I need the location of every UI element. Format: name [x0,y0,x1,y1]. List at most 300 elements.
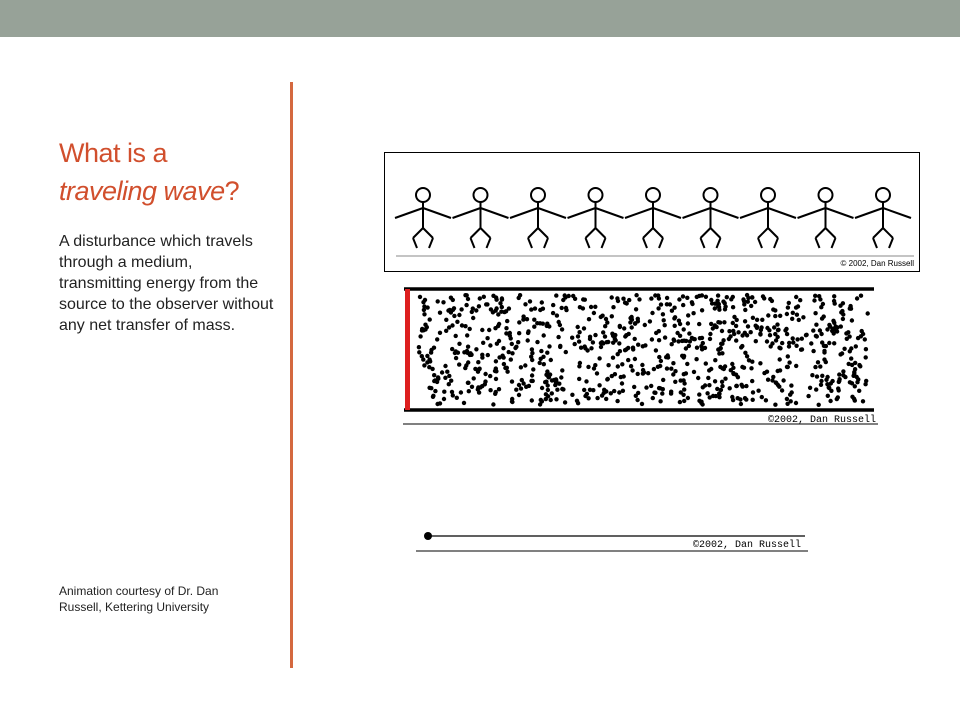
particle [633,357,637,361]
particle [797,318,801,322]
particle [678,400,682,404]
particle [826,394,830,398]
particle [593,305,597,309]
particle [457,342,461,346]
particle [853,384,857,388]
particle [708,332,712,336]
particle [474,347,478,351]
particle [589,346,593,350]
particle [555,313,559,317]
particle [517,331,521,335]
particle [680,339,684,343]
particle [460,323,464,327]
particle [746,300,750,304]
particle [494,295,498,299]
particle [787,360,791,364]
particle [508,333,512,337]
particle [517,393,521,397]
particle [749,366,753,370]
particle [438,401,442,405]
particle [549,398,553,402]
particle [554,293,558,297]
particle [841,369,845,373]
particle [743,308,747,312]
particle [525,317,529,321]
particle [440,370,444,374]
particle [643,343,647,347]
particle [692,370,696,374]
particle [714,394,718,398]
particle [663,335,667,339]
particle [478,296,482,300]
particle [837,379,841,383]
particle [681,303,685,307]
particle [697,399,701,403]
particle [654,331,658,335]
particle [785,397,789,401]
particle [819,383,823,387]
particle [592,366,596,370]
particle [526,331,530,335]
particle [570,393,574,397]
particle [472,376,476,380]
particle [652,367,656,371]
particle [822,357,826,361]
particle [682,372,686,376]
particle [694,357,698,361]
particle [494,369,498,373]
particle [564,308,568,312]
particle [529,355,533,359]
particle [523,302,527,306]
particle [464,303,468,307]
particle [820,374,824,378]
particle [665,296,669,300]
particle [560,327,564,331]
particle [848,380,852,384]
particle [794,344,798,348]
particle [669,391,673,395]
particle [783,328,787,332]
particle [417,345,421,349]
particle [589,305,593,309]
particle [459,307,463,311]
particle [558,344,562,348]
particle [682,354,686,358]
particle [723,304,727,308]
particle [760,395,764,399]
particle [731,371,735,375]
particle [810,373,814,377]
particle [857,363,861,367]
particle [540,386,544,390]
particle [442,397,446,401]
particle [799,348,803,352]
particle [774,380,778,384]
particle [813,294,817,298]
particle [507,350,511,354]
particle [601,341,605,345]
particle [484,302,488,306]
particle [483,372,487,376]
particle [651,396,655,400]
particle [496,324,500,328]
particle [550,391,554,395]
particle [661,378,665,382]
particle [866,311,870,315]
particle [681,378,685,382]
definition-text: A disturbance which travels through a medium, transmitting energy from the source to the observer without any net transfer of mass. [59,233,274,334]
particle [708,395,712,399]
particle [688,339,692,343]
particle [457,362,461,366]
particle [788,393,792,397]
particle [535,340,539,344]
particle [665,302,669,306]
particle [754,339,758,343]
particle [836,386,840,390]
particle [828,399,832,403]
particle [687,344,691,348]
particle [623,348,627,352]
particle [728,386,732,390]
particle [444,329,448,333]
particle [723,377,727,381]
particle [564,350,568,354]
particle [482,295,486,299]
particle [640,363,644,367]
particle [772,325,776,329]
particle [517,383,521,387]
particle [847,362,851,366]
particle [765,339,769,343]
particle [720,384,724,388]
particle [627,332,631,336]
particle [620,362,624,366]
particle [794,305,798,309]
particle [435,380,439,384]
particle [682,387,686,391]
particle [859,294,863,298]
particle [700,308,704,312]
particle [644,385,648,389]
particle [595,396,599,400]
particle [739,402,743,406]
particles-copyright: ©2002, Dan Russell [767,415,876,426]
particle [670,342,674,346]
particle [611,305,615,309]
particle [749,304,753,308]
particle [469,353,473,357]
particle [603,334,607,338]
particle [452,314,456,318]
particle [470,385,474,389]
particle [760,318,764,322]
particle [786,354,790,358]
particle [755,318,759,322]
particle [864,355,868,359]
particle [657,338,661,342]
particle [563,400,567,404]
particle [844,331,848,335]
particle [573,297,577,301]
particle [686,313,690,317]
particle [567,294,571,298]
particle [615,399,619,403]
particle [491,402,495,406]
particle [498,301,502,305]
particle [650,311,654,315]
particle [494,377,498,381]
particle [682,327,686,331]
particle [592,311,596,315]
particle [504,326,508,330]
particle [513,346,517,350]
particle [841,301,845,305]
particle [480,328,484,332]
particle [633,337,637,341]
particle [646,371,650,375]
particle [773,314,777,318]
particle [505,319,509,323]
particle [547,344,551,348]
particle [750,295,754,299]
particle [691,337,695,341]
particle [610,314,614,318]
particle [703,383,707,387]
particle [709,367,713,371]
particle [804,333,808,337]
particle [442,390,446,394]
particle [629,364,633,368]
particle [604,397,608,401]
particle [465,333,469,337]
particle [814,323,818,327]
particle [606,363,610,367]
particle [465,349,469,353]
particle [673,380,677,384]
particle [731,366,735,370]
particle [768,297,772,301]
particle [488,343,492,347]
particle [466,345,470,349]
particle [546,388,550,392]
particle [660,391,664,395]
particle [609,391,613,395]
particle [542,333,546,337]
particle [860,329,864,333]
particle [863,337,867,341]
particle [656,306,660,310]
particle [577,330,581,334]
particle [483,379,487,383]
particle [636,317,640,321]
particle [581,297,585,301]
particle [819,305,823,309]
particle [488,374,492,378]
particle [620,381,624,385]
particle [673,315,677,319]
particle [554,397,558,401]
particle [497,339,501,343]
particle [731,398,735,402]
particle [500,305,504,309]
particle [576,334,580,338]
particle [474,308,478,312]
particle [613,372,617,376]
particle [636,372,640,376]
particle [532,318,536,322]
particle [577,339,581,343]
particle [813,311,817,315]
particle [591,340,595,344]
particle [510,397,514,401]
particle [476,387,480,391]
particle [818,297,822,301]
particle [509,357,513,361]
particle [489,307,493,311]
particle [657,355,661,359]
particle [523,363,527,367]
particle [673,324,677,328]
particle [705,391,709,395]
animation-credit: Animation courtesy of Dr. Dan Russell, Kettering University [59,584,219,614]
particle [800,337,804,341]
particle [578,305,582,309]
particle [706,376,710,380]
particle [650,337,654,341]
particle [541,307,545,311]
particle [538,361,542,365]
particle [586,396,590,400]
particle [736,375,740,379]
particle [758,361,762,365]
particle [530,398,534,402]
particle [695,295,699,299]
title-emphasis: traveling wave [59,176,225,206]
particle [718,320,722,324]
particle [450,347,454,351]
particle-group [417,293,870,407]
particle [578,361,582,365]
particle [493,309,497,313]
particle [551,303,555,307]
particle [743,331,747,335]
particle [731,321,735,325]
particle [841,373,845,377]
particle [687,331,691,335]
particle [853,361,857,365]
particle [425,354,429,358]
particle [421,357,425,361]
particle [466,360,470,364]
particle [824,378,828,382]
particle [597,356,601,360]
particle [502,362,506,366]
particle [616,352,620,356]
particle [662,318,666,322]
particle [648,319,652,323]
particle [649,384,653,388]
particle [438,311,442,315]
particle [695,346,699,350]
particle [780,388,784,392]
particle [617,390,621,394]
particle [743,396,747,400]
particle [529,307,533,311]
particle [528,299,532,303]
particle [700,336,704,340]
particle [751,316,755,320]
title-line1: What is a [59,138,168,168]
particle [546,383,550,387]
particle [853,367,857,371]
particle [544,380,548,384]
particle [815,374,819,378]
particle [686,321,690,325]
particle [735,318,739,322]
particle [837,372,841,376]
stick-people-animation [384,152,920,272]
particle [746,324,750,328]
particle [455,320,459,324]
particle [741,297,745,301]
vertical-divider [290,82,293,668]
particle [677,297,681,301]
slide-title [59,134,284,210]
longitudinal-particles-animation [400,283,880,427]
particle [780,341,784,345]
particle [848,349,852,353]
particle [653,391,657,395]
particle [587,317,591,321]
particle [599,315,603,319]
particle [514,388,518,392]
particle [476,360,480,364]
particle [445,370,449,374]
particle [425,305,429,309]
particle [850,395,854,399]
particle [418,295,422,299]
particle [603,324,607,328]
particle [429,386,433,390]
particle [518,293,522,297]
particle [621,297,625,301]
particle [818,364,822,368]
particle [759,325,763,329]
particle [811,349,815,353]
particle [863,382,867,386]
particle [669,367,673,371]
particle [626,358,630,362]
particle [487,328,491,332]
particle [610,332,614,336]
particle [787,301,791,305]
particle [685,296,689,300]
particle [449,310,453,314]
particle [601,330,605,334]
particle [707,383,711,387]
particle [582,388,586,392]
particle [832,294,836,298]
particle [765,326,769,330]
particle [429,348,433,352]
particle [742,302,746,306]
particle [656,365,660,369]
particle [761,294,765,298]
particle [602,391,606,395]
particle [728,334,732,338]
